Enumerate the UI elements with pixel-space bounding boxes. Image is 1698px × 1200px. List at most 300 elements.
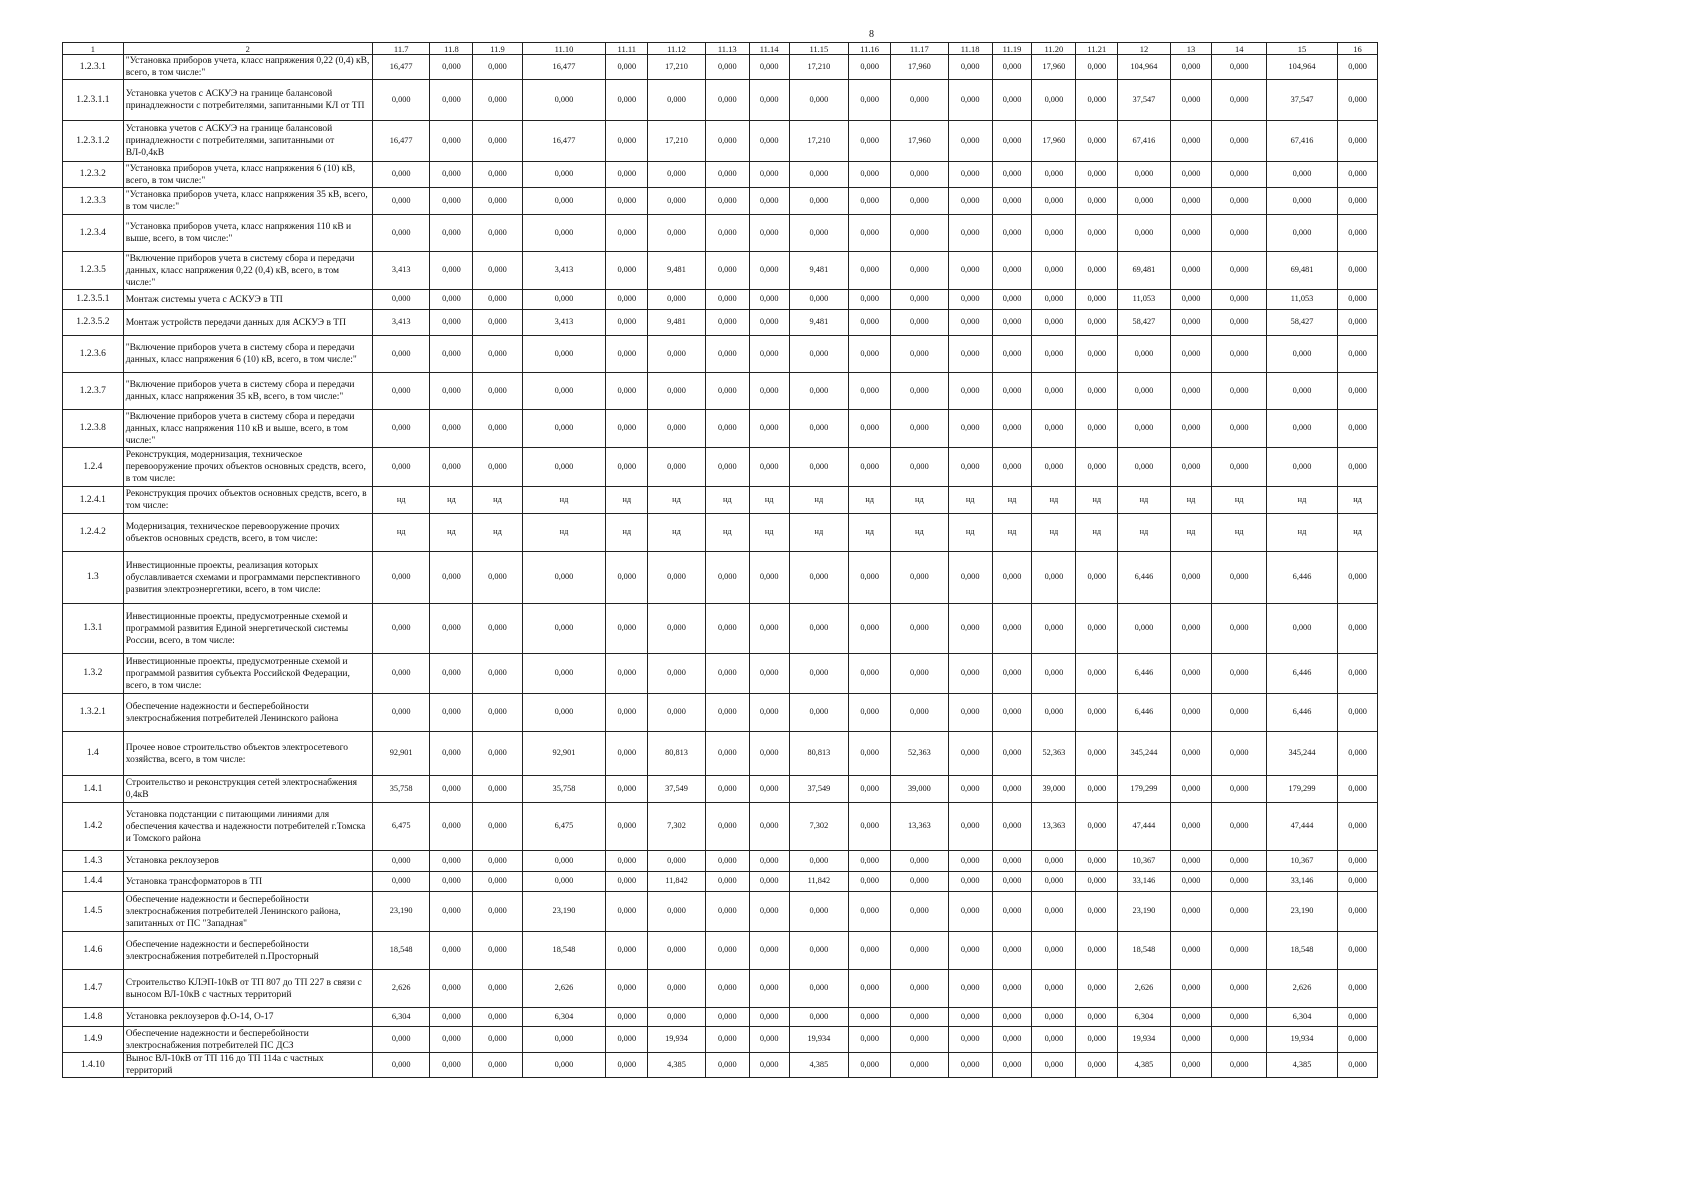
- value-cell: 0,000: [430, 776, 473, 803]
- value-cell: 18,548: [1266, 932, 1337, 970]
- value-cell: 0,000: [849, 80, 891, 121]
- header-cell: 11.18: [948, 43, 992, 55]
- header-cell: 11.17: [891, 43, 949, 55]
- table-row: [63, 162, 1378, 188]
- value-cell: 3,413: [522, 252, 606, 290]
- value-cell: 0,000: [648, 448, 706, 487]
- value-cell: 0,000: [1212, 55, 1266, 80]
- value-cell: 11,842: [648, 872, 706, 892]
- value-cell: 0,000: [948, 121, 992, 162]
- value-cell: 0,000: [606, 694, 648, 732]
- value-cell: 0,000: [1266, 604, 1337, 654]
- value-cell: 6,446: [1266, 694, 1337, 732]
- value-cell: 0,000: [749, 310, 789, 336]
- value-cell: 16,477: [372, 55, 430, 80]
- value-cell: 17,210: [789, 55, 849, 80]
- value-cell: 0,000: [992, 290, 1032, 310]
- value-cell: 0,000: [648, 654, 706, 694]
- value-cell: 0,000: [992, 851, 1032, 872]
- value-cell: 9,481: [648, 310, 706, 336]
- row-description: "Включение приборов учета в систему сбора и передачи данных, класс напряжения 35 кВ, всего, в том числе:": [123, 373, 372, 410]
- value-cell: 0,000: [992, 694, 1032, 732]
- table-row: [63, 892, 1378, 932]
- value-cell: 0,000: [849, 336, 891, 373]
- value-cell: 0,000: [1170, 694, 1212, 732]
- value-cell: 0,000: [1076, 80, 1118, 121]
- value-cell: 7,302: [648, 803, 706, 851]
- value-cell: 0,000: [606, 1053, 648, 1078]
- value-cell: 0,000: [749, 55, 789, 80]
- value-cell: 0,000: [992, 448, 1032, 487]
- value-cell: 6,446: [1118, 552, 1170, 604]
- value-cell: 0,000: [1076, 732, 1118, 776]
- value-cell: 0,000: [849, 1027, 891, 1053]
- value-cell: 0,000: [522, 694, 606, 732]
- table-row: [63, 252, 1378, 290]
- value-cell: 0,000: [1170, 162, 1212, 188]
- value-cell: 0,000: [1170, 290, 1212, 310]
- value-cell: 47,444: [1118, 803, 1170, 851]
- value-cell: 19,934: [648, 1027, 706, 1053]
- value-cell: 0,000: [849, 776, 891, 803]
- value-cell: 0,000: [1076, 803, 1118, 851]
- value-cell: 0,000: [749, 776, 789, 803]
- value-cell: 0,000: [1212, 694, 1266, 732]
- value-cell: 0,000: [1076, 932, 1118, 970]
- value-cell: 0,000: [1032, 694, 1076, 732]
- value-cell: 0,000: [372, 336, 430, 373]
- value-cell: нд: [849, 514, 891, 552]
- value-cell: нд: [1118, 487, 1170, 514]
- row-code: 1.4.1: [63, 776, 124, 803]
- value-cell: 17,960: [891, 55, 949, 80]
- table-row: [63, 80, 1378, 121]
- value-cell: 0,000: [1076, 970, 1118, 1008]
- value-cell: 0,000: [1212, 336, 1266, 373]
- value-cell: 0,000: [1266, 448, 1337, 487]
- value-cell: 0,000: [749, 336, 789, 373]
- value-cell: 0,000: [992, 552, 1032, 604]
- value-cell: 17,960: [1032, 121, 1076, 162]
- row-code: 1.2.3.5: [63, 252, 124, 290]
- value-cell: 6,304: [1118, 1008, 1170, 1027]
- value-cell: 0,000: [749, 803, 789, 851]
- value-cell: 23,190: [372, 892, 430, 932]
- value-cell: 35,758: [372, 776, 430, 803]
- value-cell: нд: [522, 487, 606, 514]
- value-cell: 0,000: [1170, 732, 1212, 776]
- value-cell: 104,964: [1266, 55, 1337, 80]
- value-cell: 0,000: [992, 1008, 1032, 1027]
- value-cell: 6,446: [1266, 654, 1337, 694]
- value-cell: 0,000: [749, 448, 789, 487]
- value-cell: 0,000: [948, 552, 992, 604]
- value-cell: 19,934: [1266, 1027, 1337, 1053]
- table-row: [63, 121, 1378, 162]
- table-row: [63, 851, 1378, 872]
- row-description: "Установка приборов учета, класс напряжения 6 (10) кВ, всего, в том числе:": [123, 162, 372, 188]
- row-description: Установка учетов с АСКУЭ на границе балансовой принадлежности с потребителями, запитанными КЛ от ТП: [123, 80, 372, 121]
- value-cell: 0,000: [1338, 310, 1378, 336]
- value-cell: нд: [430, 487, 473, 514]
- row-code: 1.2.4.1: [63, 487, 124, 514]
- value-cell: 0,000: [606, 373, 648, 410]
- value-cell: 0,000: [473, 1053, 522, 1078]
- value-cell: 0,000: [705, 970, 749, 1008]
- row-code: 1.3.2: [63, 654, 124, 694]
- value-cell: 0,000: [372, 215, 430, 252]
- value-cell: 0,000: [705, 872, 749, 892]
- value-cell: 0,000: [1338, 80, 1378, 121]
- value-cell: 0,000: [749, 188, 789, 215]
- value-cell: 17,210: [789, 121, 849, 162]
- value-cell: нд: [522, 514, 606, 552]
- value-cell: 345,244: [1118, 732, 1170, 776]
- row-code: 1.2.3.5.1: [63, 290, 124, 310]
- value-cell: 0,000: [430, 970, 473, 1008]
- value-cell: нд: [1266, 514, 1337, 552]
- value-cell: 0,000: [948, 970, 992, 1008]
- row-description: "Включение приборов учета в систему сбора и передачи данных, класс напряжения 0,22 (0,4) кВ, всего, в том числе:": [123, 252, 372, 290]
- header-cell: 1: [63, 43, 124, 55]
- value-cell: 0,000: [849, 162, 891, 188]
- value-cell: 80,813: [648, 732, 706, 776]
- value-cell: 0,000: [948, 892, 992, 932]
- value-cell: 0,000: [522, 373, 606, 410]
- value-cell: 0,000: [1212, 776, 1266, 803]
- header-cell: 11.7: [372, 43, 430, 55]
- value-cell: нд: [789, 487, 849, 514]
- value-cell: 0,000: [992, 121, 1032, 162]
- value-cell: 0,000: [749, 1053, 789, 1078]
- page-number: 8: [869, 29, 874, 40]
- value-cell: 0,000: [522, 290, 606, 310]
- value-cell: 0,000: [992, 336, 1032, 373]
- value-cell: 0,000: [948, 310, 992, 336]
- value-cell: 0,000: [849, 1053, 891, 1078]
- value-cell: 0,000: [749, 970, 789, 1008]
- value-cell: 0,000: [1076, 654, 1118, 694]
- value-cell: нд: [606, 514, 648, 552]
- table-row: [63, 872, 1378, 892]
- value-cell: 0,000: [1338, 290, 1378, 310]
- value-cell: 0,000: [1212, 188, 1266, 215]
- row-description: Монтаж системы учета с АСКУЭ в ТП: [123, 290, 372, 310]
- value-cell: 0,000: [606, 215, 648, 252]
- value-cell: 0,000: [473, 310, 522, 336]
- value-cell: 3,413: [522, 310, 606, 336]
- value-cell: 0,000: [1266, 162, 1337, 188]
- value-cell: 6,475: [522, 803, 606, 851]
- value-cell: 0,000: [705, 310, 749, 336]
- value-cell: 92,901: [372, 732, 430, 776]
- value-cell: 0,000: [1032, 932, 1076, 970]
- value-cell: 0,000: [1032, 1053, 1076, 1078]
- value-cell: 3,413: [372, 252, 430, 290]
- value-cell: 0,000: [705, 694, 749, 732]
- value-cell: 0,000: [1076, 188, 1118, 215]
- value-cell: 0,000: [430, 373, 473, 410]
- value-cell: 0,000: [749, 654, 789, 694]
- row-description: Монтаж устройств передачи данных для АСКУЭ в ТП: [123, 310, 372, 336]
- header-cell: 14: [1212, 43, 1266, 55]
- table-row: [63, 487, 1378, 514]
- value-cell: 0,000: [789, 892, 849, 932]
- value-cell: 0,000: [522, 654, 606, 694]
- value-cell: 58,427: [1266, 310, 1337, 336]
- value-cell: 0,000: [849, 654, 891, 694]
- value-cell: 0,000: [1118, 162, 1170, 188]
- value-cell: 0,000: [891, 694, 949, 732]
- value-cell: 0,000: [1076, 290, 1118, 310]
- value-cell: 0,000: [372, 851, 430, 872]
- value-cell: 37,549: [648, 776, 706, 803]
- value-cell: 0,000: [648, 851, 706, 872]
- row-description: Инвестиционные проекты, реализация которых обуславливается схемами и программами перспективного развития электроэнергетики, всего, в том числе:: [123, 552, 372, 604]
- value-cell: 0,000: [1212, 803, 1266, 851]
- value-cell: 0,000: [849, 803, 891, 851]
- value-cell: 0,000: [705, 55, 749, 80]
- value-cell: 0,000: [1032, 336, 1076, 373]
- value-cell: нд: [789, 514, 849, 552]
- value-cell: 0,000: [1076, 872, 1118, 892]
- value-cell: 0,000: [1170, 1027, 1212, 1053]
- header-cell: 13: [1170, 43, 1212, 55]
- value-cell: нд: [948, 514, 992, 552]
- value-cell: 0,000: [1032, 80, 1076, 121]
- value-cell: нд: [473, 487, 522, 514]
- value-cell: 0,000: [372, 448, 430, 487]
- value-cell: 0,000: [1170, 336, 1212, 373]
- value-cell: 0,000: [749, 872, 789, 892]
- value-cell: нд: [372, 487, 430, 514]
- value-cell: 0,000: [1076, 892, 1118, 932]
- value-cell: 0,000: [606, 290, 648, 310]
- value-cell: 0,000: [789, 654, 849, 694]
- value-cell: 0,000: [473, 892, 522, 932]
- value-cell: 0,000: [849, 121, 891, 162]
- value-cell: 0,000: [473, 1008, 522, 1027]
- value-cell: 0,000: [1212, 932, 1266, 970]
- value-cell: 0,000: [705, 1008, 749, 1027]
- value-cell: нд: [1212, 514, 1266, 552]
- value-cell: 0,000: [1338, 448, 1378, 487]
- value-cell: 0,000: [849, 215, 891, 252]
- value-cell: 0,000: [430, 851, 473, 872]
- row-code: 1.4: [63, 732, 124, 776]
- value-cell: 0,000: [705, 252, 749, 290]
- row-code: 1.2.4.2: [63, 514, 124, 552]
- table-row: [63, 1027, 1378, 1053]
- value-cell: 0,000: [606, 121, 648, 162]
- value-cell: 0,000: [473, 552, 522, 604]
- value-cell: 13,363: [891, 803, 949, 851]
- value-cell: 0,000: [522, 410, 606, 448]
- value-cell: 0,000: [948, 803, 992, 851]
- value-cell: 0,000: [891, 851, 949, 872]
- value-cell: 0,000: [522, 336, 606, 373]
- value-cell: 19,934: [1118, 1027, 1170, 1053]
- value-cell: 0,000: [789, 80, 849, 121]
- row-description: "Установка приборов учета, класс напряжения 0,22 (0,4) кВ, всего, в том числе:": [123, 55, 372, 80]
- value-cell: 0,000: [849, 290, 891, 310]
- value-cell: 0,000: [749, 121, 789, 162]
- value-cell: 0,000: [1212, 892, 1266, 932]
- value-cell: 0,000: [1212, 310, 1266, 336]
- value-cell: 0,000: [1032, 1008, 1076, 1027]
- value-cell: 0,000: [1076, 336, 1118, 373]
- value-cell: 0,000: [992, 872, 1032, 892]
- value-cell: 4,385: [789, 1053, 849, 1078]
- value-cell: нд: [648, 514, 706, 552]
- value-cell: 0,000: [1032, 252, 1076, 290]
- row-code: 1.4.8: [63, 1008, 124, 1027]
- value-cell: 23,190: [1266, 892, 1337, 932]
- value-cell: 23,190: [522, 892, 606, 932]
- value-cell: 0,000: [522, 1027, 606, 1053]
- row-code: 1.4.3: [63, 851, 124, 872]
- table-row: [63, 776, 1378, 803]
- row-code: 1.2.3.8: [63, 410, 124, 448]
- value-cell: 0,000: [430, 694, 473, 732]
- value-cell: 0,000: [1170, 188, 1212, 215]
- value-cell: 0,000: [372, 872, 430, 892]
- header-cell: 11.12: [648, 43, 706, 55]
- value-cell: нд: [749, 487, 789, 514]
- value-cell: 0,000: [1118, 336, 1170, 373]
- value-cell: 0,000: [606, 310, 648, 336]
- header-cell: 11.14: [749, 43, 789, 55]
- value-cell: 6,304: [1266, 1008, 1337, 1027]
- value-cell: 67,416: [1118, 121, 1170, 162]
- value-cell: 0,000: [891, 252, 949, 290]
- value-cell: 0,000: [992, 776, 1032, 803]
- value-cell: 0,000: [948, 290, 992, 310]
- value-cell: 0,000: [705, 892, 749, 932]
- value-cell: 0,000: [648, 188, 706, 215]
- value-cell: 0,000: [1338, 694, 1378, 732]
- value-cell: 0,000: [891, 1027, 949, 1053]
- value-cell: 0,000: [992, 932, 1032, 970]
- value-cell: 0,000: [430, 80, 473, 121]
- value-cell: 0,000: [1212, 373, 1266, 410]
- value-cell: 0,000: [473, 1027, 522, 1053]
- value-cell: 0,000: [948, 872, 992, 892]
- table-row: [63, 410, 1378, 448]
- value-cell: 0,000: [1032, 373, 1076, 410]
- value-cell: 0,000: [849, 851, 891, 872]
- value-cell: 0,000: [1170, 55, 1212, 80]
- value-cell: 0,000: [522, 552, 606, 604]
- value-cell: 0,000: [430, 552, 473, 604]
- table-row: [63, 803, 1378, 851]
- value-cell: 0,000: [992, 892, 1032, 932]
- value-cell: 4,385: [1118, 1053, 1170, 1078]
- value-cell: 0,000: [473, 373, 522, 410]
- value-cell: нд: [948, 487, 992, 514]
- value-cell: 0,000: [648, 604, 706, 654]
- value-cell: 39,000: [1032, 776, 1076, 803]
- value-cell: 0,000: [1118, 373, 1170, 410]
- value-cell: 0,000: [1076, 552, 1118, 604]
- value-cell: 0,000: [648, 892, 706, 932]
- value-cell: 0,000: [948, 654, 992, 694]
- value-cell: 0,000: [648, 410, 706, 448]
- value-cell: 0,000: [430, 162, 473, 188]
- value-cell: 0,000: [1076, 162, 1118, 188]
- value-cell: 7,302: [789, 803, 849, 851]
- value-cell: 0,000: [1338, 776, 1378, 803]
- value-cell: 0,000: [606, 604, 648, 654]
- value-cell: 0,000: [948, 1008, 992, 1027]
- table-row: [63, 654, 1378, 694]
- value-cell: 0,000: [705, 776, 749, 803]
- value-cell: 0,000: [789, 336, 849, 373]
- value-cell: 0,000: [606, 970, 648, 1008]
- value-cell: 0,000: [473, 410, 522, 448]
- value-cell: 0,000: [1338, 604, 1378, 654]
- value-cell: 0,000: [749, 1027, 789, 1053]
- header-cell: 11.8: [430, 43, 473, 55]
- value-cell: 0,000: [473, 55, 522, 80]
- value-cell: 0,000: [522, 872, 606, 892]
- value-cell: 0,000: [891, 892, 949, 932]
- value-cell: 0,000: [849, 410, 891, 448]
- table-row: [63, 514, 1378, 552]
- value-cell: 11,053: [1118, 290, 1170, 310]
- value-cell: 0,000: [1118, 448, 1170, 487]
- row-description: "Включение приборов учета в систему сбора и передачи данных, класс напряжения 6 (10) кВ, всего, в том числе:": [123, 336, 372, 373]
- row-code: 1.2.3.1.2: [63, 121, 124, 162]
- value-cell: 0,000: [1266, 188, 1337, 215]
- value-cell: 0,000: [430, 1053, 473, 1078]
- value-cell: 0,000: [749, 215, 789, 252]
- value-cell: 0,000: [606, 162, 648, 188]
- value-cell: 0,000: [789, 604, 849, 654]
- value-cell: 0,000: [1032, 654, 1076, 694]
- value-cell: 0,000: [372, 162, 430, 188]
- value-cell: 0,000: [648, 336, 706, 373]
- value-cell: 0,000: [849, 188, 891, 215]
- row-code: 1.3.2.1: [63, 694, 124, 732]
- value-cell: 0,000: [1170, 410, 1212, 448]
- value-cell: 0,000: [849, 1008, 891, 1027]
- value-cell: 0,000: [1032, 604, 1076, 654]
- value-cell: 0,000: [473, 970, 522, 1008]
- value-cell: 0,000: [705, 552, 749, 604]
- value-cell: 52,363: [891, 732, 949, 776]
- value-cell: 0,000: [948, 604, 992, 654]
- value-cell: 0,000: [891, 932, 949, 970]
- value-cell: 0,000: [1212, 80, 1266, 121]
- value-cell: 0,000: [1338, 1027, 1378, 1053]
- value-cell: 47,444: [1266, 803, 1337, 851]
- value-cell: 0,000: [1338, 252, 1378, 290]
- value-cell: 0,000: [1170, 604, 1212, 654]
- value-cell: 0,000: [1076, 448, 1118, 487]
- value-cell: 17,210: [648, 55, 706, 80]
- value-cell: 0,000: [891, 162, 949, 188]
- value-cell: 0,000: [522, 80, 606, 121]
- value-cell: 0,000: [430, 121, 473, 162]
- value-cell: 0,000: [522, 851, 606, 872]
- header-cell: 11.10: [522, 43, 606, 55]
- value-cell: 0,000: [1032, 188, 1076, 215]
- value-cell: 0,000: [849, 252, 891, 290]
- value-cell: 0,000: [372, 188, 430, 215]
- row-description: Установка реклоузеров ф.О-14, О-17: [123, 1008, 372, 1027]
- value-cell: 0,000: [992, 373, 1032, 410]
